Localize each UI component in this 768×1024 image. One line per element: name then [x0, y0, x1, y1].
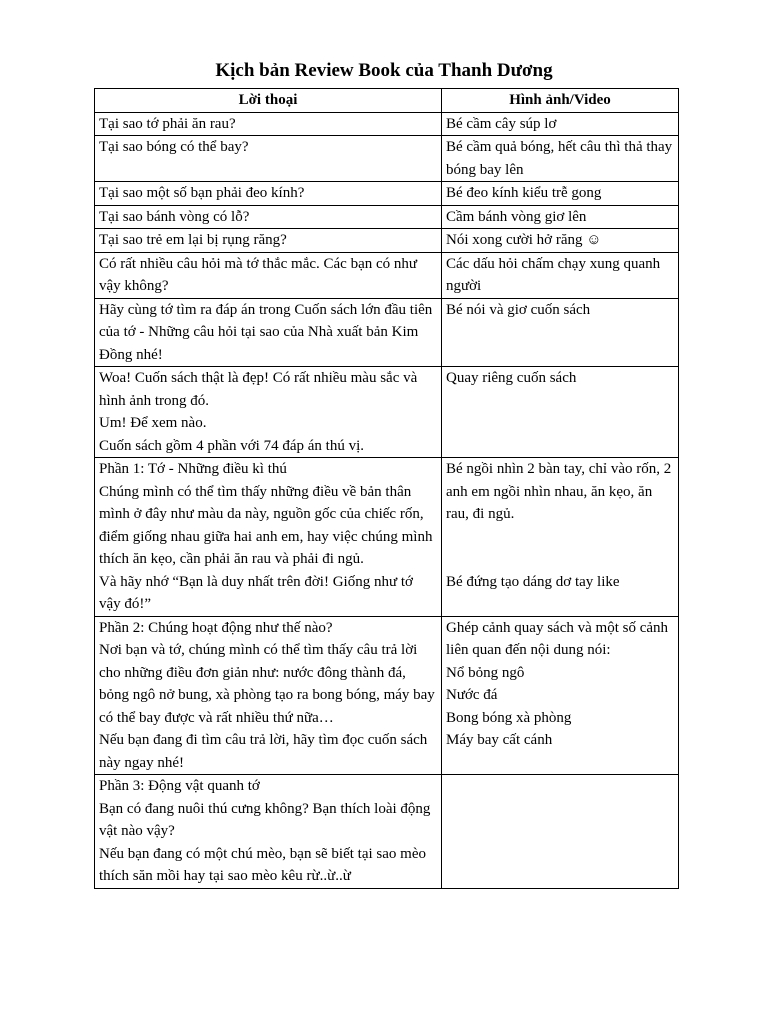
- visual-cell: [442, 205, 679, 229]
- table-row: [95, 616, 679, 775]
- visual-line: Bé ngồi nhìn 2 bàn tay, chỉ vào rốn, 2 anh em ngồi nhìn nhau, ăn kẹo, ăn rau, đi ngủ.: [446, 461, 672, 522]
- dialogue-line: Phần 1: Tớ - Những điều kì thú: [99, 461, 287, 477]
- dialogue-line: Phần 2: Chúng hoạt động như thế nào?: [99, 619, 333, 636]
- header-dialogue: Lời thoại: [95, 89, 442, 113]
- table-row: [95, 775, 679, 889]
- table-row: [95, 367, 679, 458]
- visual-cell: [442, 182, 679, 206]
- table-row: [95, 458, 679, 617]
- dialogue-line: Và hãy nhớ “Bạn là duy nhất trên đời! Giống như tớ vậy đó!”: [99, 573, 413, 612]
- visual-line: Cầm bánh vòng giơ lên: [446, 208, 587, 225]
- dialogue-line: Phần 3: Động vật quanh tớ: [99, 778, 260, 794]
- dialogue-line: Nơi bạn và tớ, chúng mình có thể tìm thấy câu trả lời cho những điều đơn giản như: nước đông thành đá, bỏng ngô nở bung, xà phòng tạo ra bong bóng, máy bay có thể bay được và rất nhiều thứ nữa…: [99, 642, 435, 726]
- dialogue-line: Tại sao tớ phải ăn rau?: [99, 115, 236, 132]
- table-row: [95, 229, 679, 253]
- visual-line: Các dấu hỏi chấm chạy xung quanh người: [446, 255, 661, 294]
- dialogue-line: Cuốn sách gồm 4 phần với 74 đáp án thú vị.: [99, 437, 364, 454]
- visual-line: Bong bóng xà phòng: [446, 709, 572, 726]
- dialogue-cell: [95, 775, 442, 889]
- dialogue-cell: [95, 229, 442, 253]
- dialogue-cell: [95, 136, 442, 182]
- dialogue-line: Nếu bạn đang đi tìm câu trả lời, hãy tìm đọc cuốn sách này ngay nhé!: [99, 732, 428, 771]
- visual-cell: [442, 252, 679, 298]
- dialogue-cell: [95, 458, 442, 617]
- visual-line: Bé cầm quả bóng, hết câu thì thả thay bóng bay lên: [446, 139, 673, 178]
- table-row: [95, 182, 679, 206]
- dialogue-cell: [95, 616, 442, 775]
- dialogue-cell: [95, 367, 442, 458]
- dialogue-cell: [95, 205, 442, 229]
- visual-cell: [442, 367, 679, 458]
- table-row: [95, 205, 679, 229]
- dialogue-line: Woa! Cuốn sách thật là đẹp! Có rất nhiều màu sắc và hình ảnh trong đó.: [99, 370, 418, 409]
- table-row: [95, 252, 679, 298]
- dialogue-line: Tại sao bóng có thể bay?: [99, 139, 249, 155]
- visual-line: Ghép cảnh quay sách và một số cảnh liên quan đến nội dung nói:: [446, 619, 669, 658]
- visual-line: Nói xong cười hở răng ☺: [446, 232, 602, 248]
- table-row: [95, 136, 679, 182]
- dialogue-line: Chúng mình có thể tìm thấy những điều về bản thân mình ở đây như màu da này, nguồn gốc của chiếc rốn, điểm giống nhau giữa hai anh em, hay việc chúng mình thích ăn kẹo, cần phải ăn rau và phải đi ngủ.: [99, 483, 433, 567]
- visual-cell: [442, 458, 679, 617]
- visual-cell: [442, 136, 679, 182]
- dialogue-line: Tại sao bánh vòng có lỗ?: [99, 208, 250, 225]
- header-visual: Hình ảnh/Video: [442, 89, 679, 113]
- visual-line: Máy bay cất cánh: [446, 732, 553, 748]
- visual-cell: [442, 229, 679, 253]
- dialogue-line: Nếu bạn đang có một chú mèo, bạn sẽ biết tại sao mèo thích săn mồi hay tại sao mèo kêu rừ..ừ..ừ: [99, 845, 426, 884]
- dialogue-line: Có rất nhiều câu hỏi mà tớ thắc mắc. Các bạn có như vậy không?: [99, 255, 418, 294]
- visual-line: Bé đứng tạo dáng dơ tay like: [446, 573, 620, 590]
- header-row: [95, 89, 679, 113]
- visual-line: Bé nói và giơ cuốn sách: [446, 301, 591, 318]
- visual-spacer: [446, 526, 674, 571]
- visual-line: Nước đá: [446, 687, 498, 703]
- dialogue-line: Hãy cùng tớ tìm ra đáp án trong Cuốn sách lớn đầu tiên của tớ - Những câu hỏi tại sao của Nhà xuất bản Kim Đồng nhé!: [99, 301, 433, 363]
- visual-cell: [442, 298, 679, 367]
- dialogue-line: Um! Để xem nào.: [99, 415, 207, 431]
- dialogue-line: Bạn có đang nuôi thú cưng không? Bạn thích loài động vật nào vậy?: [99, 800, 431, 839]
- table-row: [95, 112, 679, 136]
- visual-cell: [442, 112, 679, 136]
- visual-line: Nổ bỏng ngô: [446, 664, 525, 681]
- dialogue-cell: [95, 182, 442, 206]
- visual-line: Quay riêng cuốn sách: [446, 370, 577, 386]
- visual-cell: [442, 775, 679, 889]
- table-row: [95, 298, 679, 367]
- visual-line: Bé đeo kính kiểu trễ gong: [446, 185, 602, 201]
- visual-cell: [442, 616, 679, 775]
- dialogue-line: Tại sao trẻ em lại bị rụng răng?: [99, 232, 287, 248]
- dialogue-cell: [95, 252, 442, 298]
- dialogue-line: Tại sao một số bạn phải đeo kính?: [99, 185, 305, 201]
- visual-line: Bé cầm cây súp lơ: [446, 115, 557, 132]
- script-table: [94, 88, 679, 889]
- dialogue-cell: [95, 112, 442, 136]
- dialogue-cell: [95, 298, 442, 367]
- document-title: Kịch bản Review Book của Thanh Dương: [215, 60, 553, 81]
